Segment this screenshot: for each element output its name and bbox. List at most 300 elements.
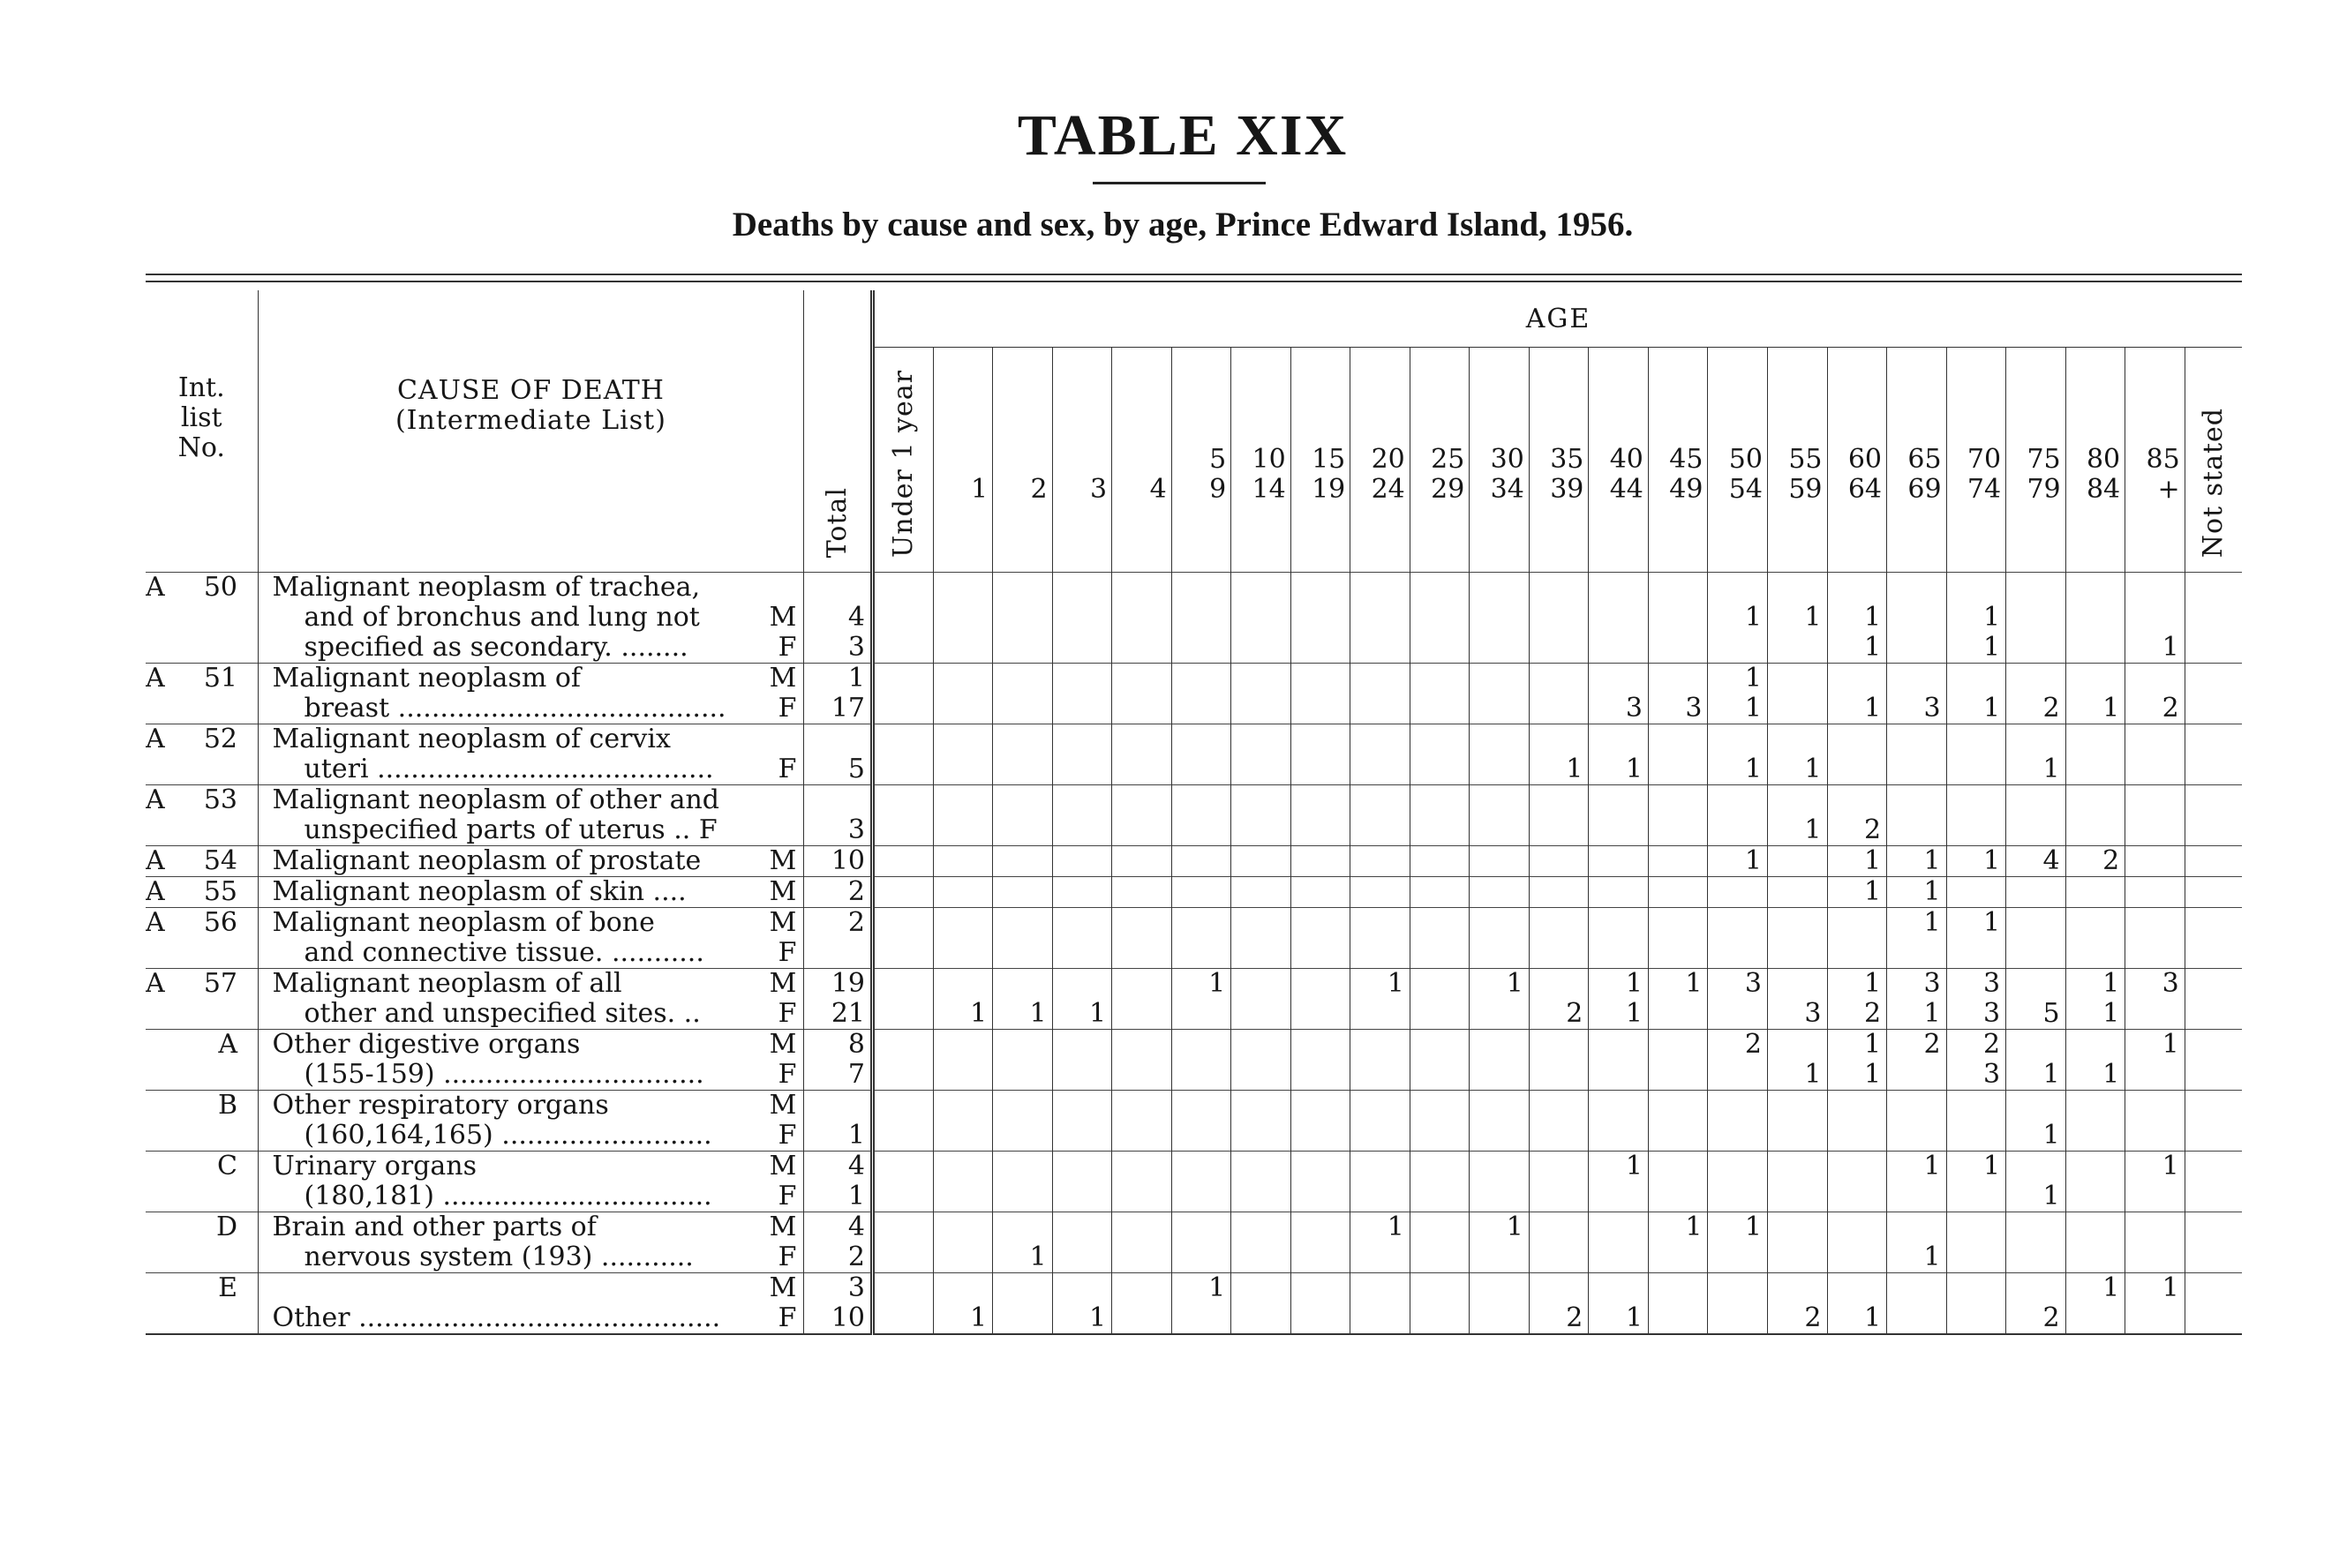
count-value: 1	[1863, 693, 1882, 724]
count-value	[1530, 1091, 1583, 1121]
age-cell	[1290, 724, 1350, 785]
age-cell	[1350, 1152, 1410, 1212]
header-age-bound: 40	[1609, 444, 1643, 475]
age-cell	[1767, 1091, 1827, 1152]
count-value: 3	[1804, 998, 1822, 1029]
count-value	[1410, 573, 1464, 603]
age-cell	[933, 846, 993, 877]
sex-marker: M	[769, 1212, 797, 1242]
header-age-bound: 69	[1907, 474, 1942, 505]
count-value	[1887, 938, 1941, 968]
age-cell	[1350, 1273, 1410, 1335]
header-age-bound: 24	[1371, 474, 1405, 505]
age-cell	[1827, 1273, 1887, 1335]
count-value	[875, 877, 928, 907]
count-value	[875, 1121, 928, 1151]
age-cell	[1112, 664, 1172, 724]
count-value	[1589, 1060, 1643, 1090]
count-value: 1	[1863, 1302, 1882, 1333]
count-value	[934, 846, 988, 876]
count-value	[993, 603, 1047, 633]
count-value	[1589, 1212, 1643, 1242]
age-cell	[1171, 877, 1231, 908]
count-value	[1589, 1273, 1643, 1303]
count-value	[1172, 785, 1226, 815]
age-cell	[1589, 877, 1649, 908]
count-value	[875, 603, 928, 633]
int-list-letter: A	[146, 908, 165, 938]
count-value: 1	[1923, 998, 1941, 1029]
count-value: 4	[2042, 845, 2060, 876]
header-age-bound: 5	[1209, 444, 1227, 475]
count-value	[1828, 1121, 1882, 1151]
count-value	[1887, 785, 1941, 815]
age-cell	[1827, 1030, 1887, 1091]
header-age-bound: 29	[1431, 474, 1465, 505]
age-cell	[1171, 908, 1231, 969]
count-value	[1291, 1212, 1345, 1242]
age-cell	[1708, 1030, 1768, 1091]
age-cell	[993, 785, 1053, 846]
count-value	[2125, 1242, 2179, 1272]
age-cell	[1470, 664, 1530, 724]
count-value	[1649, 603, 1703, 633]
age-cell	[2185, 877, 2242, 908]
age-cell	[1887, 908, 1947, 969]
sex-markers	[778, 724, 797, 784]
header-age-bound: 64	[1847, 474, 1883, 505]
count-value	[934, 1121, 988, 1151]
count-value	[934, 573, 988, 603]
count-value	[1112, 1121, 1166, 1151]
count-value	[1053, 969, 1107, 999]
header-age-bound: 9	[1209, 474, 1227, 505]
age-cell	[1827, 877, 1887, 908]
age-cell	[873, 573, 934, 664]
count-value	[934, 754, 988, 784]
count-value	[1231, 573, 1285, 603]
total-value: 1	[847, 1120, 865, 1151]
cause-of-death	[258, 969, 804, 1030]
count-value	[1112, 724, 1166, 754]
header-age-bound: 49	[1669, 474, 1703, 505]
count-value	[1530, 1273, 1583, 1303]
count-value	[1172, 724, 1226, 754]
count-value: 1	[1029, 1242, 1047, 1272]
count-value: 1	[1029, 998, 1047, 1029]
count-value	[1053, 754, 1107, 784]
int-list-number: 54	[203, 846, 237, 876]
cause-line: Malignant neoplasm of	[272, 664, 581, 694]
age-cell	[1290, 1030, 1350, 1091]
int-list-no-line	[146, 1212, 258, 1242]
count-value	[1172, 1030, 1226, 1060]
count-value	[2185, 785, 2237, 815]
count-value	[1350, 846, 1404, 876]
int-list-no-line	[146, 969, 258, 999]
count-value	[875, 633, 928, 663]
age-cell	[1052, 908, 1112, 969]
count-value	[1291, 938, 1345, 968]
age-cell	[1350, 877, 1410, 908]
count-value	[875, 1212, 928, 1242]
age-cell	[873, 724, 934, 785]
count-value: 1	[1089, 1302, 1107, 1333]
count-value	[875, 785, 928, 815]
count-value	[934, 1060, 988, 1090]
count-value	[2125, 1212, 2179, 1242]
count-value	[2066, 785, 2120, 815]
count-value	[2185, 603, 2237, 633]
header-age-group	[1171, 348, 1231, 573]
age-cell	[2006, 846, 2066, 877]
count-value	[2006, 724, 2060, 754]
age-cell	[1767, 908, 1827, 969]
count-value	[1410, 785, 1464, 815]
age-cell	[2125, 724, 2185, 785]
count-value	[1828, 664, 1882, 694]
count-value	[1350, 1121, 1404, 1151]
age-cell	[2065, 1152, 2125, 1212]
header-age-bound: 14	[1252, 474, 1286, 505]
count-value	[1291, 969, 1345, 999]
age-cell	[1231, 846, 1291, 877]
count-value	[1530, 938, 1583, 968]
count-value	[1231, 846, 1285, 876]
count-value	[1172, 1242, 1226, 1272]
count-value: 1	[1863, 876, 1882, 907]
count-value	[1350, 1091, 1404, 1121]
count-value	[1291, 908, 1345, 938]
table-row	[146, 969, 2242, 1030]
count-value	[1708, 815, 1762, 845]
age-cell	[1231, 969, 1291, 1030]
count-value	[1410, 1091, 1464, 1121]
count-value	[1053, 1152, 1107, 1182]
header-age-bound: 55	[1788, 444, 1823, 475]
age-cell	[1231, 877, 1291, 908]
int-list-no	[146, 877, 258, 908]
header-under-1-year	[873, 348, 934, 573]
count-value	[1708, 999, 1762, 1029]
total-value: 5	[847, 754, 865, 784]
header-age-bound: 80	[2086, 444, 2121, 475]
age-cell	[1350, 969, 1410, 1030]
cause-of-death	[258, 1152, 804, 1212]
header-total-label: Total	[822, 486, 854, 558]
count-value: 1	[1387, 968, 1404, 999]
count-value	[1112, 877, 1166, 907]
count-value	[1768, 877, 1822, 907]
count-value	[1708, 1182, 1762, 1212]
count-value	[1947, 1273, 2001, 1303]
count-value	[1231, 1273, 1285, 1303]
age-cell	[1410, 1212, 1470, 1273]
age-cell	[1887, 846, 1947, 877]
count-value	[1530, 1060, 1583, 1090]
sex-marker: F	[778, 693, 797, 724]
count-value: 1	[1923, 907, 1941, 938]
age-cell	[2065, 908, 2125, 969]
count-value	[1410, 1303, 1464, 1333]
age-cell	[1767, 846, 1827, 877]
count-value	[1410, 633, 1464, 663]
age-cell	[1470, 1091, 1530, 1152]
count-value	[1530, 724, 1583, 754]
age-cell	[933, 969, 993, 1030]
count-value	[2006, 969, 2060, 999]
top-rule-2	[146, 281, 2242, 282]
count-value	[1291, 1030, 1345, 1060]
count-value	[1649, 908, 1703, 938]
header-age-group	[1887, 348, 1947, 573]
age-cell	[1946, 1091, 2006, 1152]
sex-marker: F	[778, 754, 797, 784]
header-age-bound: 79	[2027, 474, 2061, 505]
count-value	[1947, 785, 2001, 815]
count-value: 1	[1863, 968, 1882, 999]
count-value	[1350, 1242, 1404, 1272]
age-cell	[1946, 1273, 2006, 1335]
cause-line: Malignant neoplasm of prostate	[272, 846, 702, 876]
count-value	[1112, 846, 1166, 876]
int-list-no-line	[146, 724, 258, 754]
count-value	[1053, 1212, 1107, 1242]
int-list-number: 56	[203, 908, 237, 938]
header-age-group	[1767, 348, 1827, 573]
count-value	[1828, 1152, 1882, 1182]
int-list-number: 57	[203, 969, 237, 999]
count-value	[2185, 1242, 2237, 1272]
header-int-list-no-line: list	[180, 401, 222, 433]
count-value	[1350, 754, 1404, 784]
int-list-no-line	[146, 1030, 258, 1060]
count-value: 1	[1863, 602, 1882, 633]
count-value	[1828, 1091, 1882, 1121]
header-age-group	[1350, 348, 1410, 573]
count-value	[1112, 573, 1166, 603]
count-value: 1	[2162, 632, 2179, 663]
count-value	[1410, 1030, 1464, 1060]
age-cell	[2065, 1212, 2125, 1273]
count-value	[1708, 1091, 1762, 1121]
int-list-no	[146, 908, 258, 969]
count-value	[1589, 877, 1643, 907]
count-value	[1649, 664, 1703, 694]
header-age-bound: 1	[970, 474, 989, 505]
count-value	[1589, 1091, 1643, 1121]
age-cell	[1410, 785, 1470, 846]
count-value: 1	[2042, 754, 2060, 784]
count-value: 1	[1625, 1151, 1643, 1182]
age-cell	[1290, 846, 1350, 877]
int-list-letter: A	[146, 785, 165, 815]
age-cell	[2065, 573, 2125, 664]
age-cell	[993, 724, 1053, 785]
count-value	[2006, 633, 2060, 663]
count-value: 1	[1387, 1212, 1404, 1242]
count-value	[1530, 603, 1583, 633]
count-value: 1	[1804, 1059, 1822, 1090]
count-value: 1	[1506, 1212, 1523, 1242]
count-value	[1291, 1091, 1345, 1121]
age-cell	[873, 1152, 934, 1212]
sex-markers	[770, 664, 797, 724]
count-value	[1828, 908, 1882, 938]
age-cell	[1946, 785, 2006, 846]
header-age-bound: 65	[1907, 444, 1942, 475]
count-value: 1	[2162, 1272, 2179, 1303]
count-value	[1231, 724, 1285, 754]
int-list-no-line	[146, 877, 258, 907]
int-list-letter: A	[146, 664, 165, 694]
total-value	[804, 573, 865, 603]
age-cell	[1112, 877, 1172, 908]
count-value	[2185, 1152, 2237, 1182]
header-age-bound: 50	[1728, 444, 1763, 475]
age-cell	[1648, 969, 1708, 1030]
count-value	[2185, 908, 2237, 938]
sex-marker: M	[769, 1090, 797, 1121]
count-value: 1	[2042, 1059, 2060, 1090]
age-cell	[1470, 1273, 1530, 1335]
count-value	[1053, 1121, 1107, 1151]
count-value	[2185, 1091, 2237, 1121]
age-cell	[2065, 969, 2125, 1030]
sex-marker	[778, 724, 797, 754]
count-value: 1	[1923, 845, 1941, 876]
age-cell	[1410, 724, 1470, 785]
count-value	[1768, 1030, 1822, 1060]
count-value	[1053, 815, 1107, 845]
count-value	[2185, 1121, 2237, 1151]
count-value	[1172, 999, 1226, 1029]
count-value	[1649, 1273, 1703, 1303]
age-cell	[1529, 1212, 1589, 1273]
count-value	[934, 1091, 988, 1121]
age-cell	[2125, 877, 2185, 908]
count-value	[2125, 1303, 2179, 1333]
count-value	[1947, 1121, 2001, 1151]
count-value	[2066, 1182, 2120, 1212]
count-value	[2006, 573, 2060, 603]
age-cell	[1052, 785, 1112, 846]
header-age-group	[993, 348, 1053, 573]
count-value	[2066, 1091, 2120, 1121]
age-cell	[1470, 969, 1530, 1030]
total-value: 4	[847, 1151, 865, 1182]
count-value	[1649, 1152, 1703, 1182]
age-cell	[1470, 1212, 1530, 1273]
age-cell	[1290, 1152, 1350, 1212]
age-cell	[1708, 908, 1768, 969]
age-cell	[1648, 1091, 1708, 1152]
count-value: 3	[1685, 693, 1703, 724]
count-value	[2066, 1030, 2120, 1060]
count-value	[1649, 633, 1703, 663]
table-row	[146, 877, 2242, 908]
header-age-bound: 85	[2146, 444, 2180, 475]
age-cell	[1946, 877, 2006, 908]
count-value	[2185, 1030, 2237, 1060]
count-value	[1768, 1091, 1822, 1121]
age-cell	[1231, 908, 1291, 969]
count-value	[2006, 1091, 2060, 1121]
count-value	[1649, 999, 1703, 1029]
count-value	[2006, 877, 2060, 907]
count-value	[1350, 908, 1404, 938]
count-value	[1530, 1030, 1583, 1060]
count-value	[1112, 1182, 1166, 1212]
age-cell	[2125, 785, 2185, 846]
count-value	[934, 664, 988, 694]
count-value	[1470, 1152, 1523, 1182]
count-value: 1	[1923, 1242, 1941, 1272]
count-value	[2066, 1212, 2120, 1242]
header-total	[804, 290, 873, 573]
age-cell	[2125, 573, 2185, 664]
count-value	[1768, 1212, 1822, 1242]
int-list-no	[146, 664, 258, 724]
count-value	[1828, 724, 1882, 754]
age-cell	[2006, 1152, 2066, 1212]
count-value	[2185, 877, 2237, 907]
count-value	[1649, 877, 1703, 907]
int-list-number: 51	[203, 664, 237, 694]
count-value	[1887, 1212, 1941, 1242]
count-value: 2	[2102, 845, 2120, 876]
count-value	[1768, 1242, 1822, 1272]
count-value	[1350, 694, 1404, 724]
age-cell	[873, 1091, 934, 1152]
count-value	[1947, 754, 2001, 784]
header-not-stated-label: Not stated	[2198, 407, 2230, 558]
age-cell	[1648, 846, 1708, 877]
total-value: 1	[847, 1181, 865, 1212]
age-cell	[1589, 1030, 1649, 1091]
count-value	[1768, 1152, 1822, 1182]
count-value	[1291, 877, 1345, 907]
header-age-bound: 59	[1788, 474, 1823, 505]
count-value	[1112, 908, 1166, 938]
count-value	[1887, 1303, 1941, 1333]
count-value	[1887, 1060, 1941, 1090]
age-cell	[2006, 877, 2066, 908]
age-cell	[1171, 1152, 1231, 1212]
age-cell	[1708, 969, 1768, 1030]
count-value	[1172, 573, 1226, 603]
age-cell	[1827, 724, 1887, 785]
count-value	[2066, 1303, 2120, 1333]
count-value	[1231, 1030, 1285, 1060]
age-cell	[993, 1030, 1053, 1091]
count-value	[1291, 815, 1345, 845]
age-cell	[2185, 908, 2242, 969]
count-value	[2125, 724, 2179, 754]
count-value: 1	[1863, 1059, 1882, 1090]
age-cell	[1410, 846, 1470, 877]
cause-line: nervous system (193) ...........	[304, 1242, 694, 1272]
count-value	[1291, 1152, 1345, 1182]
count-value	[1768, 938, 1822, 968]
sex-markers	[770, 1091, 797, 1151]
total-cell	[804, 1273, 873, 1335]
count-value	[1470, 815, 1523, 845]
count-value	[1947, 573, 2001, 603]
age-cell	[1470, 908, 1530, 969]
count-value	[1053, 877, 1107, 907]
age-cell	[933, 908, 993, 969]
